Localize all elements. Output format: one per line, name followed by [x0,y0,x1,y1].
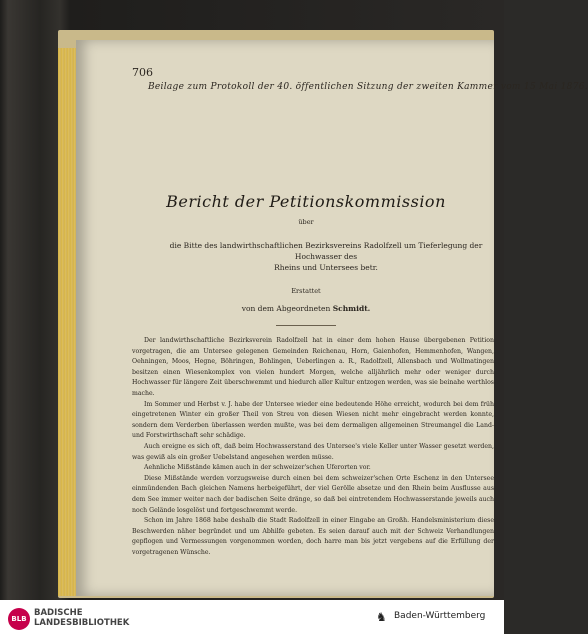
author-line [136,304,476,313]
paragraph: Aehnliche Mißstände kämen auch in der schweizer'schen Uferorten vor. [144,464,371,472]
page-number: 706 [132,66,153,79]
paragraph: Diese Mißstände werden vorzugsweise durch einen bei dem schweizer'schen Orte Eschenz in den Untersee einmündenden Bach gleichen Namens herbeigeführt, der viel Gerölle absetze und den Rhein beim Ausflusse aus dem See immer weiter nach der badischen Seite dränge, so daß bei eintretendem Hochwasserstande jeweils auch noch Gelände losgelöst und fortgeschwemmt werde. [132,474,494,514]
author-name: Schmidt. [332,304,371,313]
blb-line-2: LANDESBIBLIOTHEK [34,618,130,628]
author-prefix: von dem Abgeordneten [241,304,331,313]
subject-line-2: Rheins und Untersees betr. [274,263,378,272]
blb-line-1: BADISCHE [34,608,83,618]
document-title: Bericht der Petitionskommission [166,192,446,211]
paragraph: Auch ereigne es sich oft, daß beim Hochwasserstand des Untersee's viele Keller unter Wasser gesetzt werden, was gewiß als ein großer Uebelstand angesehen werden müsse. [132,442,494,461]
divider-rule [276,325,336,326]
paragraph: Schon im Jahre 1868 habe deshalb die Stadt Radolfzell in einer Eingabe an Großh. Handelsministerium diese Beschwerden näher begründet und um Abhilfe gebeten. Es seien darauf auch mit der Schweiz Verhandlungen gepflogen und Vermessungen vorgenommen worden, doch harre man bis jetzt vergebens auf die Erfüllung der vorgetragenen Wünsche. [132,517,494,556]
book-page [76,40,588,596]
blb-logo-icon[interactable]: BLB [8,608,30,630]
paragraph: Der landwirthschaftliche Bezirksverein Radolfzell hat in einer dem hohen Hause übergebenen Petition vorgetragen, die am Untersee gelegenen Gemeinden Reichenau, Horn, Gaienhofen, Hemmenhofen, Wangen, Oehningen, Moos, Hegne, Böhringen, Bohlingen, Ueberlingen a. R., Radolfzell, Allensbach und Wollmatingen besitzen einen Wiesenkomplex von vielen hundert Morgen, welche alljährlich mehr oder weniger durch Hochwasser für längere Zeit überschwemmt und hiedurch aller Kultur entzogen werden, was sie beinahe werthlos mache. [132,337,494,397]
footer-bar [0,600,504,634]
title-connector: über [298,218,314,226]
baden-wuerttemberg-wordmark[interactable]: Baden-Württemberg [394,611,486,621]
blb-wordmark[interactable] [34,608,129,628]
document-subject [166,240,486,273]
page-stack-edge [58,48,78,596]
running-header: Beilage zum Protokoll der 40. öffentlichen Sitzung der zweiten Kammer vom 15 Mai 1876. [148,82,588,92]
baden-wuerttemberg-lion-icon[interactable]: ♞ [376,610,387,624]
subject-line-1: die Bitte des landwirthschaftlichen Bezirksvereins Radolfzell um Tieferlegung der Hochwasser des [169,241,483,261]
report-body [132,336,494,558]
paragraph: Im Sommer und Herbst v. J. habe der Untersee wieder eine bedeutende Höhe erreicht, wodurch bei dem früh eingetretenen Winter ein großer Theil von Streu von diesen Wiesen nicht mehr eingebracht werden konnte, sondern dem Verderben überlassen werden mußte, was bei dem dermaligen allgemeinen Streumangel die Land- und Forstwirthschaft sehr schädige. [132,400,494,440]
erstattet-label: Erstattet [291,287,321,295]
